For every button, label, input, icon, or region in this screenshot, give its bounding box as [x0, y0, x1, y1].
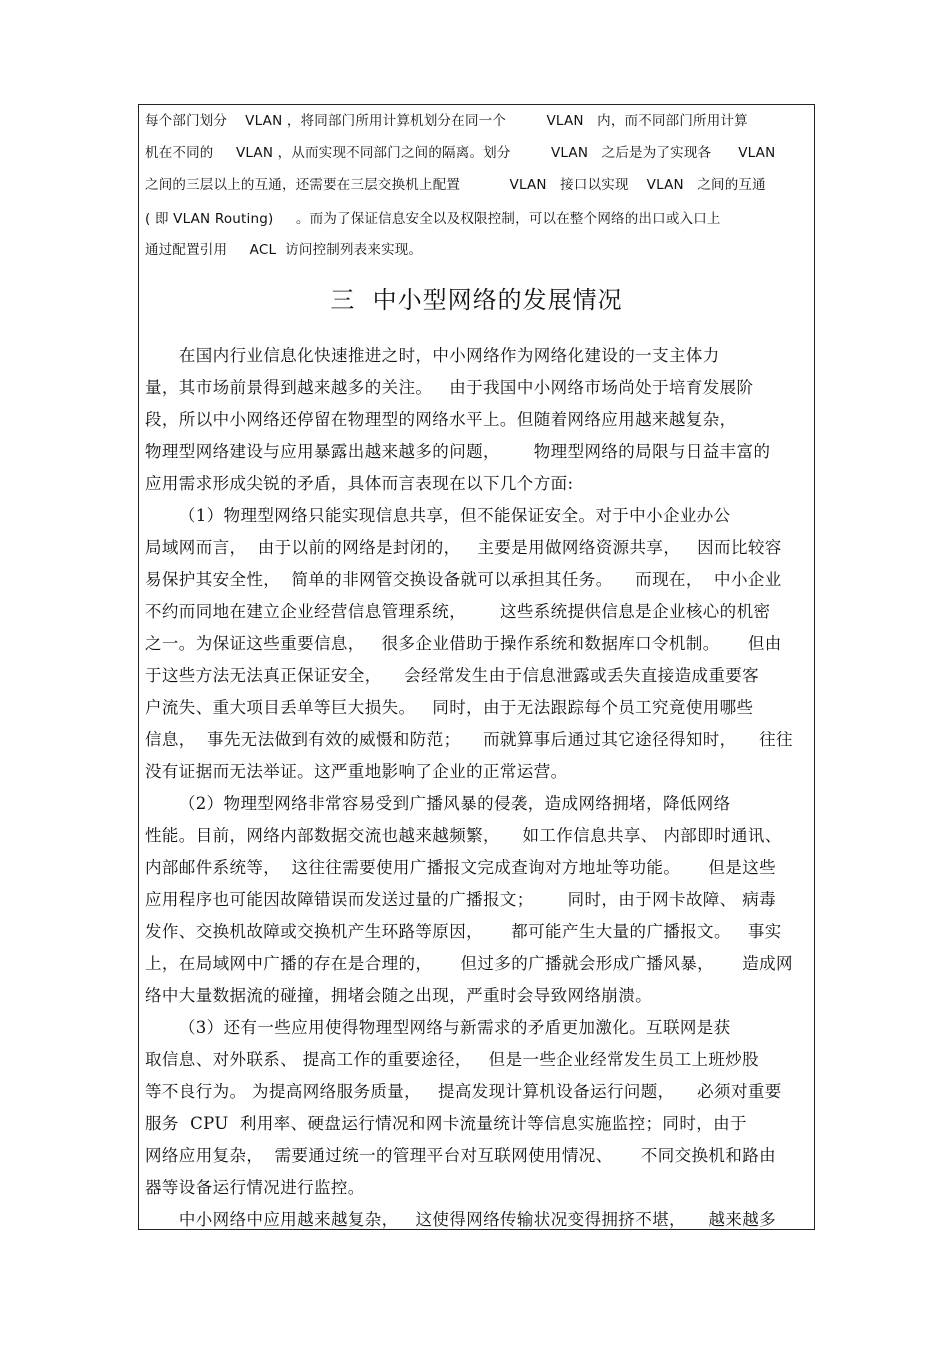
paragraph-line: 之一。为保证这些重要信息， 很多企业借助于操作系统和数据库口令机制。 但由 — [145, 634, 782, 653]
paragraph-line: 取信息、对外联系、 提高工作的重要途径， 但是一些企业经常发生员工上班炒股 — [145, 1050, 760, 1069]
intro-line: 之间的三层以上的互通，还需要在三层交换机上配置 VLAN 接口以实现 VLAN 之间的互通 — [145, 177, 766, 193]
paragraph-line: （3）还有一些应用使得物理型网络与新需求的矛盾更加激化。互联网是获 — [145, 1018, 731, 1037]
paragraph-line: 易保护其安全性， 简单的非网管交换设备就可以承担其任务。 而现在， 中小企业 — [145, 570, 782, 589]
paragraph-line: 量，其市场前景得到越来越多的关注。 由于我国中小网络市场尚处于培育发展阶 — [145, 378, 754, 397]
intro-line: ( 即 VLAN Routing) 。而为了保证信息安全以及权限控制，可以在整个网络的出口或入口上 — [145, 211, 721, 227]
paragraph-line: 应用需求形成尖锐的矛盾，具体而言表现在以下几个方面: — [145, 474, 574, 493]
paragraph-line: 内部邮件系统等， 这往往需要使用广播报文完成查询对方地址等功能。 但是这些 — [145, 858, 777, 877]
paragraph-line: 不约而同地在建立企业经营信息管理系统， 这些系统提供信息是企业核心的机密 — [145, 602, 771, 621]
paragraph-line: 段，所以中小网络还停留在物理型的网络水平上。但随着网络应用越来越复杂， — [145, 410, 737, 429]
paragraph-line: （1）物理型网络只能实现信息共享，但不能保证安全。对于中小企业办公 — [145, 506, 731, 525]
paragraph-line: 网络应用复杂， 需要通过统一的管理平台对互联网使用情况、 不同交换机和路由 — [145, 1146, 777, 1165]
paragraph-line: 发作、交换机故障或交换机产生环路等原因， 都可能产生大量的广播报文。 事实 — [145, 922, 782, 941]
paragraph-line: 没有证据而无法举证。这严重地影响了企业的正常运营。 — [145, 762, 568, 781]
paragraph-line: 服务 CPU 利用率、硬盘运行情况和网卡流量统计等信息实施监控；同时，由于 — [145, 1114, 747, 1133]
paragraph-line: 等不良行为。 为提高网络服务质量， 提高发现计算机设备运行问题， 必须对重要 — [145, 1082, 782, 1101]
intro-line: 每个部门划分 VLAN ，将同部门所用计算机划分在同一个 VLAN 内，而不同部门所用计算 — [145, 113, 748, 129]
paragraph-line: 性能。目前，网络内部数据交流也越来越频繁， 如工作信息共享、 内部即时通讯、 — [145, 826, 782, 845]
section-title: 三 中小型网络的发展情况 — [330, 286, 623, 314]
paragraph-line: 信息， 事先无法做到有效的威慑和防范； 而就算事后通过其它途径得知时， 往往 — [145, 730, 793, 749]
bordered-text-frame — [138, 104, 815, 1230]
paragraph-line: 于这些方法无法真正保证安全， 会经常发生由于信息泄露或丢失直接造成重要客 — [145, 666, 760, 685]
paragraph-line: 应用程序也可能因故障错误而发送过量的广播报文； 同时，由于网卡故障、 病毒 — [145, 890, 777, 909]
paragraph-line: 络中大量数据流的碰撞，拥堵会随之出现，严重时会导致网络崩溃。 — [145, 986, 652, 1005]
paragraph-line: 物理型网络建设与应用暴露出越来越多的问题， 物理型网络的局限与日益丰富的 — [145, 442, 771, 461]
paragraph-line: （2）物理型网络非常容易受到广播风暴的侵袭，造成网络拥堵，降低网络 — [145, 794, 731, 813]
paragraph-line: 中小网络中应用越来越复杂， 这使得网络传输状况变得拥挤不堪， 越来越多 — [145, 1210, 777, 1229]
paragraph-line: 在国内行业信息化快速推进之时，中小网络作为网络化建设的一支主体力 — [145, 346, 720, 365]
paragraph-line: 器等设备运行情况进行监控。 — [145, 1178, 365, 1197]
paragraph-line: 局域网而言， 由于以前的网络是封闭的， 主要是用做网络资源共享， 因而比较容 — [145, 538, 782, 557]
paragraph-line: 户流失、重大项目丢单等巨大损失。 同时，由于无法跟踪每个员工究竟使用哪些 — [145, 698, 754, 717]
intro-line: 通过配置引用 ACL 访问控制列表来实现。 — [145, 242, 423, 258]
intro-line: 机在不同的 VLAN ，从而实现不同部门之间的隔离。划分 VLAN 之后是为了实现各 VLAN — [145, 145, 776, 161]
paragraph-line: 上，在局域网中广播的存在是合理的， 但过多的广播就会形成广播风暴， 造成网 — [145, 954, 793, 973]
